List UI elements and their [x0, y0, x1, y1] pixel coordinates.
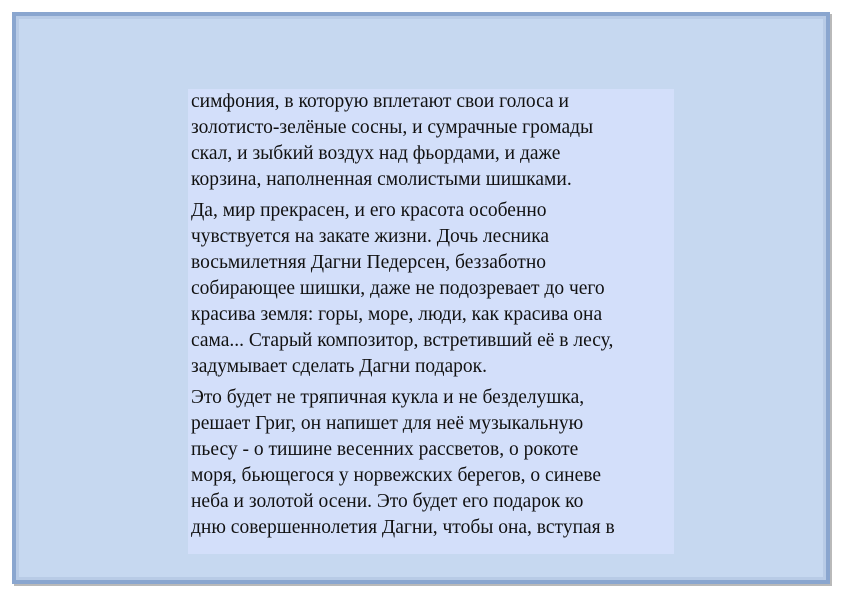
slide-canvas: [19, 19, 823, 577]
paragraph-2: Да, мир прекрасен, и его красота особенно чувствуется на закате жизни. Дочь лесника восьмилетняя Дагни Педерсен, беззаботно собирающее шишки, даже не подозревает до чего красива земля: горы, море, люди, как красива она сама... Старый композитор, встретивший её в лесу, задумывает сделать Дагни подарок.: [191, 200, 614, 377]
text-block: [188, 89, 674, 554]
paragraph-1: симфония, в которую вплетают свои голоса и золотисто-зелёные сосны, и сумрачные громады скал, и зыбкий воздух над фьордами, и даже корзина, наполненная смолистыми шишками.: [191, 91, 594, 190]
paragraph-3: Это будет не тряпичная кукла и не безделушка, решает Григ, он напишет для неё музыкальную пьесу - о тишине весенних рассветов, о рокоте моря, бьющегося у норвежских берегов, о синеве неба и золотой осени. Это будет его подарок ко дню совершеннолетия Дагни, чтобы она, вступая в: [191, 387, 615, 538]
slide-frame: [12, 12, 830, 584]
slide-frame-inner: [16, 16, 826, 580]
